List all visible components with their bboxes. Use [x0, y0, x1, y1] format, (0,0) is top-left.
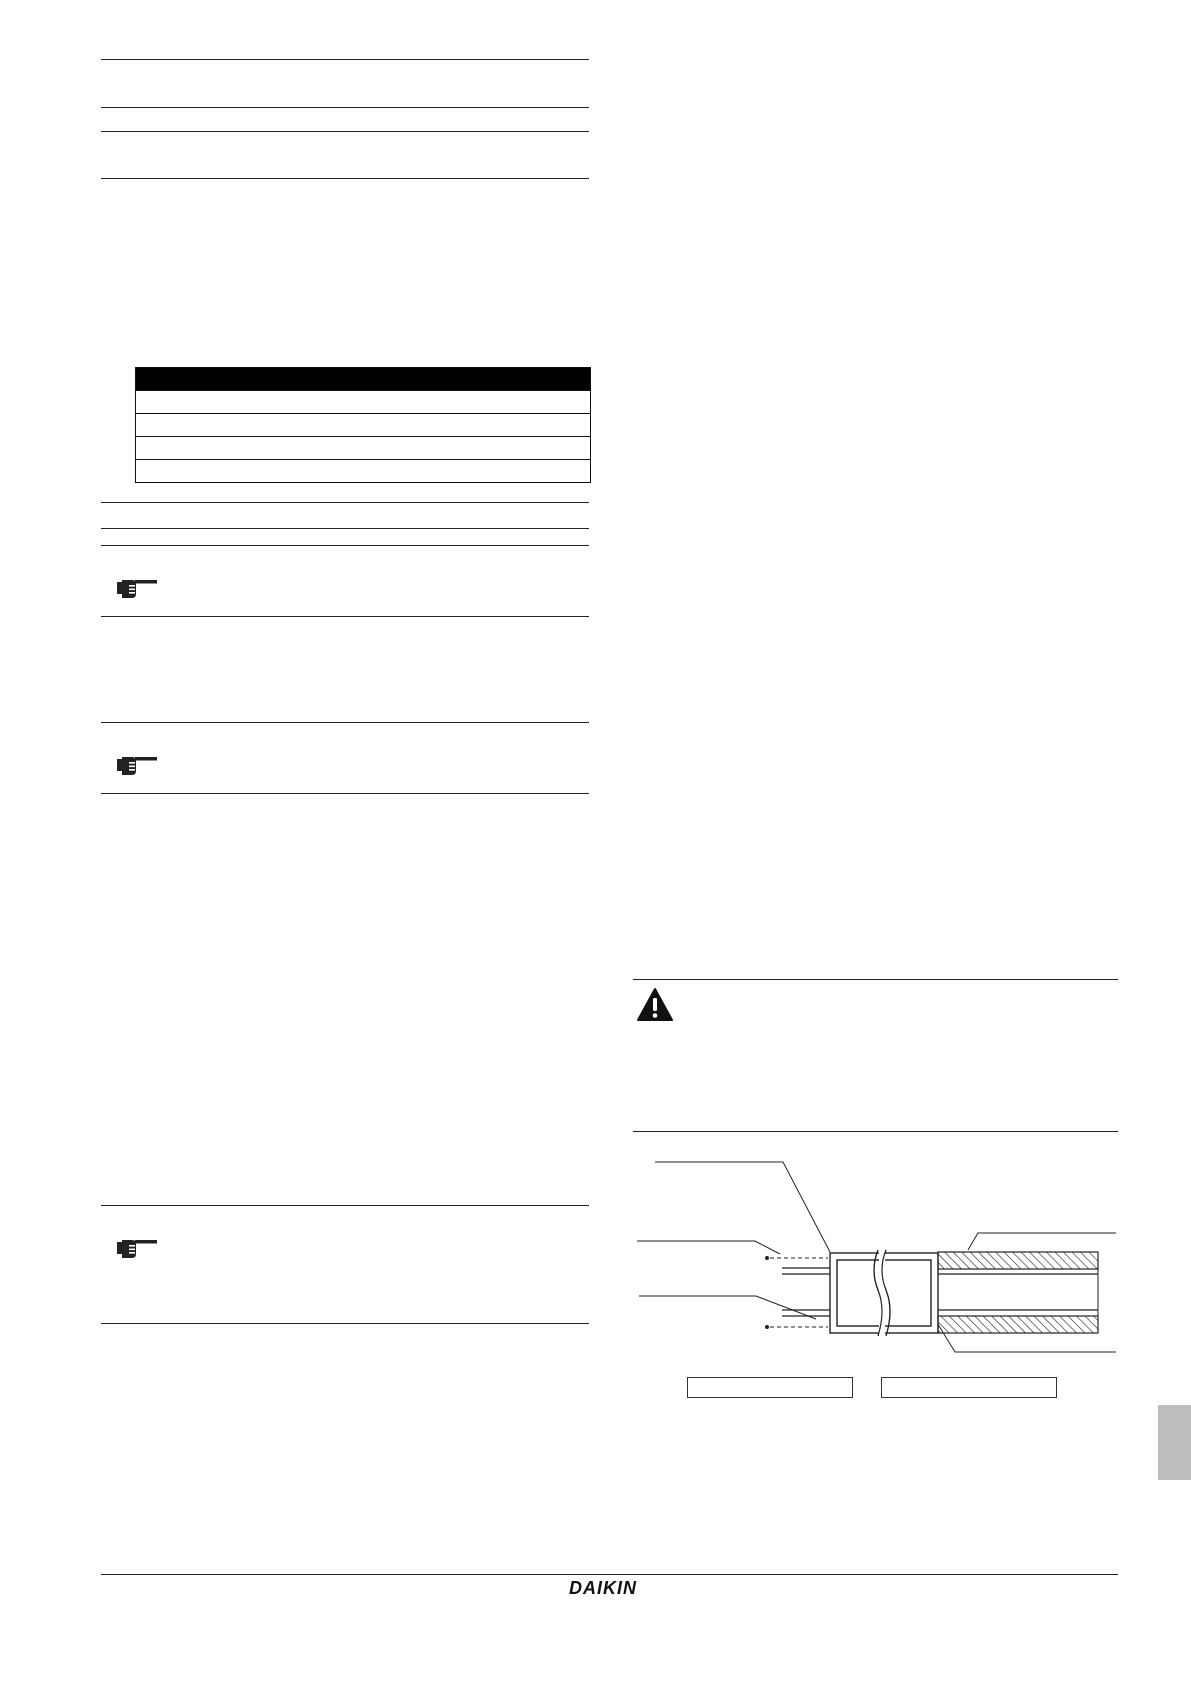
caption-box-left: [687, 1377, 853, 1398]
brand-text: DAIKIN: [569, 1578, 637, 1598]
table-row: [136, 390, 590, 413]
left-rule-9: [101, 722, 589, 723]
left-rule-5: [101, 502, 589, 503]
right-rule-1: [633, 979, 1118, 980]
left-rule-12: [101, 1323, 589, 1324]
table-row: [136, 413, 590, 436]
daikin-logo: [569, 1578, 679, 1604]
pointing-hand-note-icon: [117, 753, 159, 777]
left-rule-1: [101, 59, 589, 60]
dot-marker: [765, 1256, 769, 1260]
side-tab: [1158, 1405, 1191, 1480]
pipe-joint-diagram: [630, 1150, 1120, 1410]
caption-box-right: [881, 1377, 1057, 1398]
pointing-hand-note-icon: [117, 576, 159, 600]
table-row: [136, 436, 590, 459]
left-rule-2: [101, 107, 589, 108]
left-rule-6: [101, 528, 589, 529]
left-rule-8: [101, 616, 589, 617]
pointing-hand-note-icon: [117, 1236, 159, 1260]
table-row: [136, 459, 590, 482]
left-rule-3: [101, 131, 589, 132]
table-header-row: [136, 368, 590, 390]
left-rule-10: [101, 793, 589, 794]
warning-triangle-icon: [636, 987, 674, 1023]
dot-marker: [765, 1325, 769, 1329]
right-insulated-pipe: [938, 1252, 1098, 1333]
left-rule-7: [101, 545, 589, 546]
left-rule-4: [101, 178, 589, 179]
left-rule-11: [101, 1205, 589, 1206]
right-rule-2: [633, 1131, 1118, 1132]
footer-rule: [101, 1574, 1118, 1575]
spec-table: [135, 367, 591, 483]
